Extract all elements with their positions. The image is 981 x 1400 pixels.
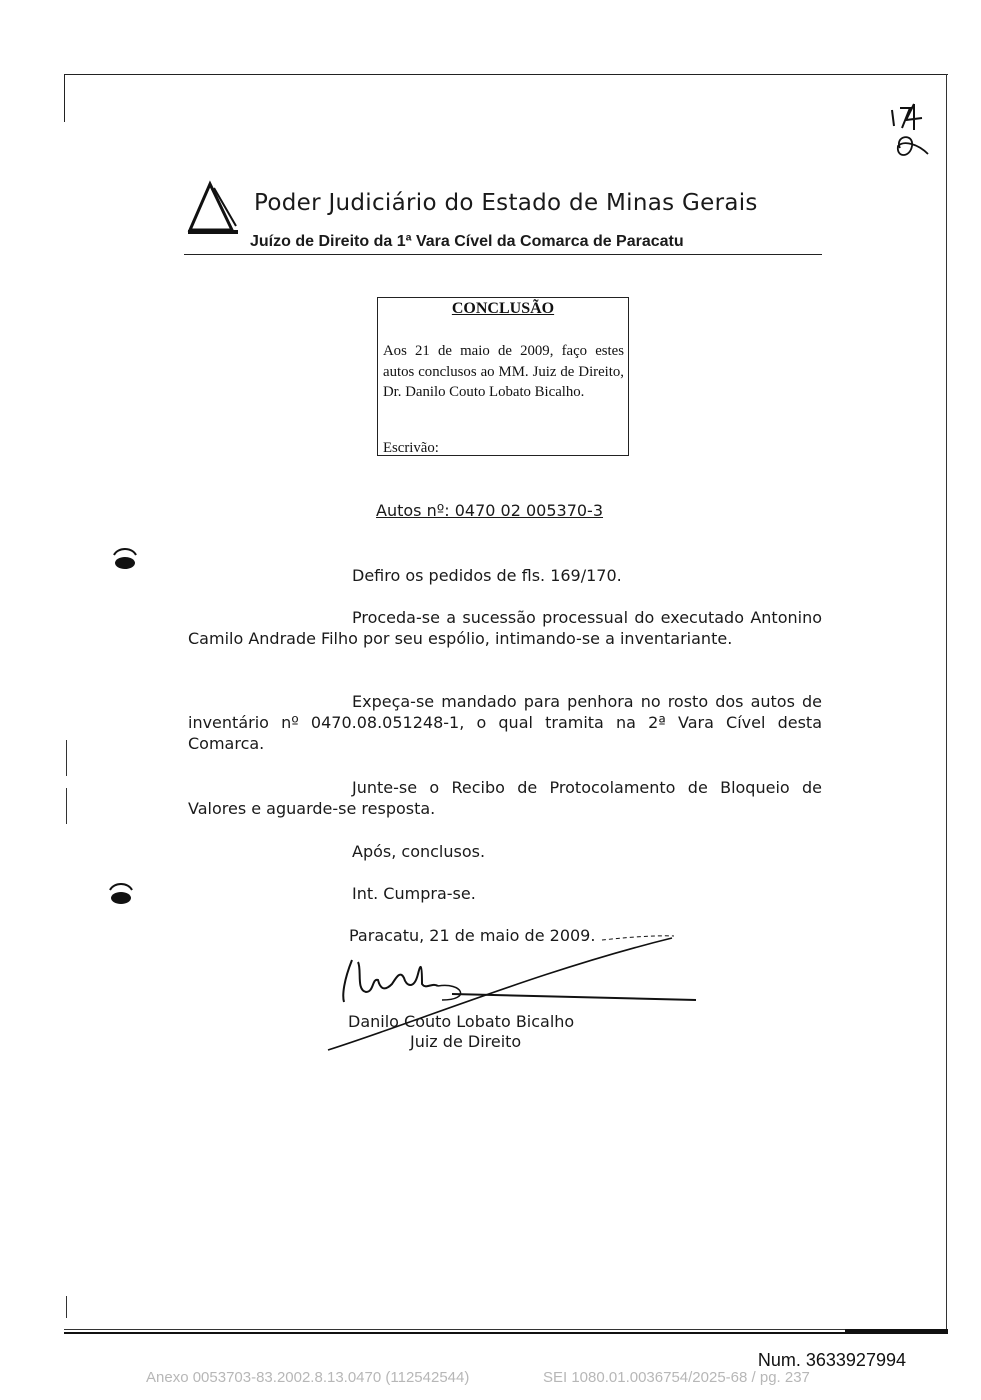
- judiciary-logo-icon: [184, 178, 244, 236]
- court-subtitle: Juízo de Direito da 1ª Vara Cível da Comarca de Paracatu: [250, 233, 684, 250]
- signatory-name: Danilo Couto Lobato Bicalho: [348, 1012, 575, 1031]
- page-border-bottom-thick: [64, 1332, 948, 1334]
- paragraph-cumpra: Int. Cumpra-se.: [352, 884, 476, 903]
- footer-anexo: Anexo 0053703-83.2002.8.13.0470 (112542544): [146, 1369, 470, 1386]
- conclusao-text: Aos 21 de maio de 2009, faço estes autos conclusos ao MM. Juiz de Direito, Dr. Danilo Couto Lobato Bicalho.: [383, 343, 624, 400]
- document-number: Num. 3633927994: [757, 1350, 906, 1370]
- page-border-right: [946, 74, 947, 1334]
- punch-hole-icon: [112, 545, 134, 559]
- scan-mark: [66, 788, 67, 824]
- scan-mark: [66, 1296, 67, 1318]
- folio-handwritten-mark: [884, 96, 934, 166]
- page-border-top: [64, 74, 948, 75]
- paragraph-sucessao: Proceda-se a sucessão processual do executado Antonino Camilo Andrade Filho por seu espólio, intimando-se a inventariante.: [188, 608, 822, 648]
- paragraph-penhora: Expeça-se mandado para penhora no rosto dos autos de inventário nº 0470.08.051248-1, o qual tramita na 2ª Vara Cível desta Comarca.: [188, 692, 822, 753]
- conclusao-title: CONCLUSÃO: [451, 300, 555, 317]
- footer-sei: SEI 1080.01.0036754/2025-68 / pg. 237: [543, 1369, 810, 1386]
- scan-mark: [66, 740, 67, 776]
- paragraph-apos: Após, conclusos.: [352, 842, 486, 861]
- paragraph-defiro: Defiro os pedidos de fls. 169/170.: [352, 566, 622, 585]
- signatory-role: Juiz de Direito: [410, 1032, 522, 1051]
- case-number: Autos nº: 0470 02 005370-3: [376, 501, 604, 520]
- page-border-bottom-block: [845, 1329, 948, 1332]
- page-border-left: [64, 74, 65, 122]
- escrivao-label: Escrivão:: [383, 440, 439, 456]
- paragraph-recibo: Junte-se o Recibo de Protocolamento de Bloqueio de Valores e aguarde-se resposta.: [188, 778, 822, 818]
- punch-hole-icon: [108, 880, 130, 894]
- page-title: Poder Judiciário do Estado de Minas Gerais: [254, 190, 758, 216]
- conclusao-box: [377, 297, 629, 456]
- header-divider: [184, 254, 822, 255]
- page-border-bottom: [64, 1329, 948, 1330]
- place-date: Paracatu, 21 de maio de 2009.: [349, 926, 596, 945]
